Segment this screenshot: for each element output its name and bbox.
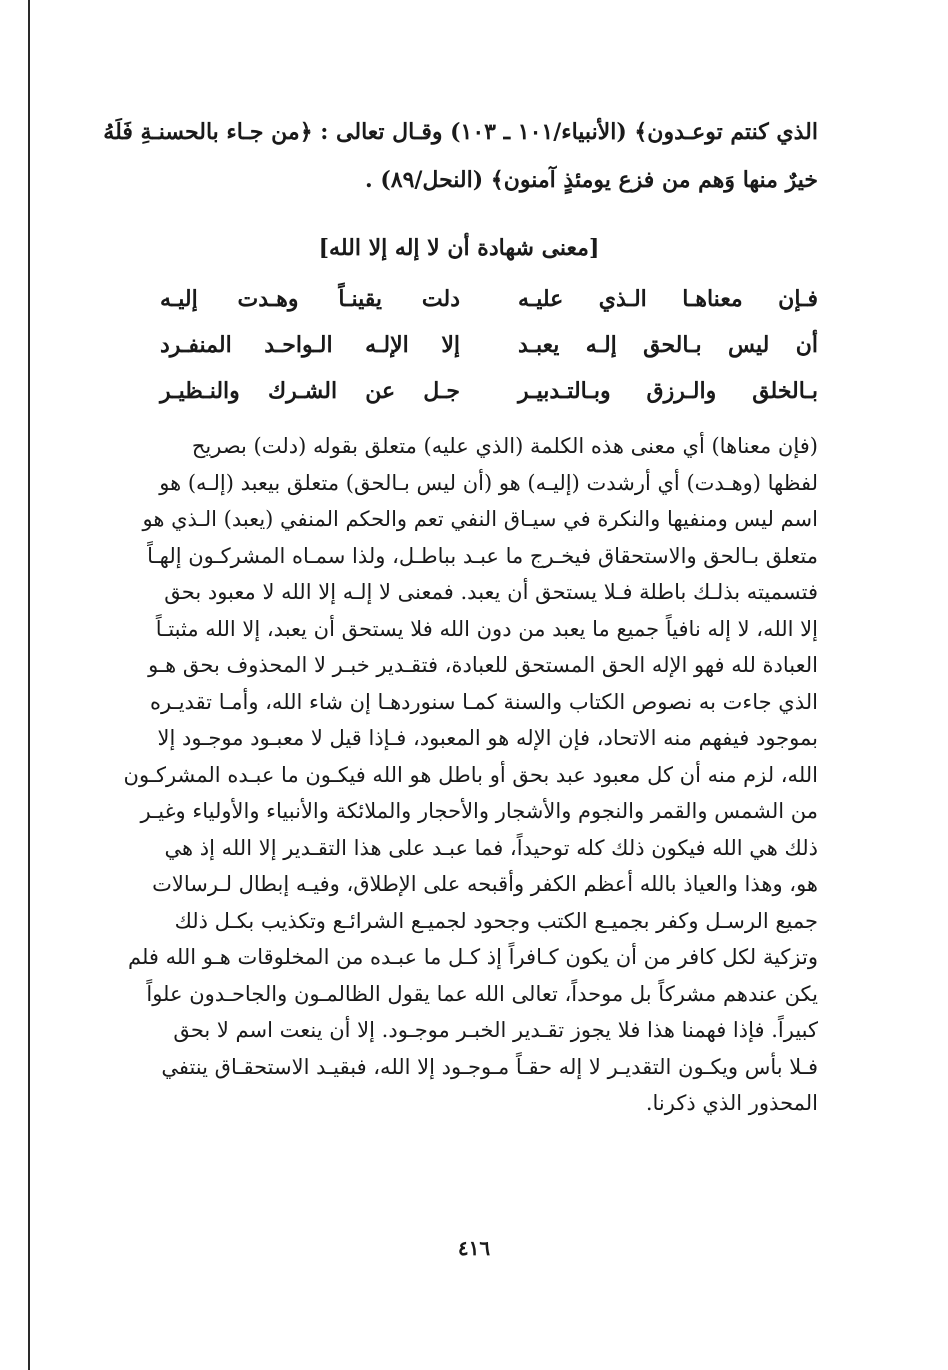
book-page [100,108,818,1122]
verse [100,368,818,414]
verse-first-hemistich: أن ليس بـالحق إلـه يعبـد [518,332,818,358]
commentary-line: العبادة لله فهو الإله الحق المستحق للعبادة، فتقـدير خبـر لا المحذوف بحق هـو [148,653,818,677]
commentary-line: من الشمس والقمر والنجوم والأشجار والأحجار والملائكة والأنبياء والأولياء وغيـر [140,799,818,823]
page-number: ٤١٦ [457,1236,491,1260]
intro-paragraph [100,108,818,204]
commentary-line: فـلا بأس ويكـون التقديـر لا إله حقـاً مـوجـود إلا الله، فبقيـد الاستحقـاق ينتفي [161,1054,818,1079]
verse-first-hemistich: فـإن معناهـا الـذي عليـه [518,286,818,312]
commentary-line: وتزكية لكل كافر من أن يكون كـافراً إذ كـل ما عبـده من المخلوقات هـو الله فلم [127,945,818,969]
commentary-line: إلا الله، لا إله نافياً جميع ما يعبد من دون الله فلا يستحق أن يعبد، إلا الله مثبتـاً [155,616,818,641]
section-heading: [معنى شهادة أن لا إله إلا الله] [318,235,600,261]
intro-line: الذي كنتم توعـدون﴾ (الأنبياء/١٠١ ـ ١٠٣) وقـال تعالى : ﴿من جـاء بالحسنـةِ فَلَهُ [103,119,818,145]
commentary-paragraph [100,428,818,1122]
page-edge-line [28,0,30,1370]
commentary-line: متعلق بـالحق والاستحقاق فيخـرج ما عبـد بباطـل، ولذا سمـاه المشركـون إلهـاً [147,543,818,568]
commentary-line: يكن عندهم مشركاً بل موحداً، تعالى الله عما يقول الظالمـون والجاحـدون علواً [146,981,818,1006]
commentary-line: جميع الرسـل وكفر بجميـع الكتب وجحود لجميـع الشرائـع وتكذيب بكـل ذلك [174,908,818,933]
verse-second-hemistich: جـل عن الشـرك والنـظيـر [160,378,460,404]
verse-second-hemistich: دلت يقينـاً وهـدت إليـه [160,286,460,312]
commentary-line: المحذور الذي ذكرنا. [645,1091,818,1115]
commentary-line: هو، وهذا والعياذ بالله أعظم الكفر وأقبحه على الإطلاق، وفيـه إبطال لـرسالات [152,872,818,896]
verse-second-hemistich: إلا الإلـه الـواحـد المنفـرد [160,332,460,358]
commentary-line: كبيراً. فإذا فهمنا هذا فلا يجوز تقـدير الخبـر موجـود. إلا أن ينعت اسم لا بحق [173,1018,818,1042]
commentary-line: ذلك هي الله فيكون ذلك كله توحيداً، فما عبـد على هذا التقـدير إلا الله إذ هي [164,835,818,860]
commentary-line: الذي جاءت به نصوص الكتاب والسنة كمـا سنوردهـا إن شاء الله، وأمـا تقديـره [149,689,818,714]
verse-first-hemistich: بـالخلق والـرزق وبـالتـدبيـر [518,378,818,404]
intro-line: خيرٌ منها وَهم من فزع يومئذٍ آمنون﴾ (النحل/٨٩) . [365,167,818,193]
commentary-line: (فإن معناها) أي معنى هذه الكلمة (الذي عليه) متعلق بقوله (دلت) بصريح [191,434,818,458]
commentary-line: الله، لزم منه أن كل معبود عبد بحق أو باطل هو الله فيكـون ما عبـده المشركـون [123,762,818,787]
poem-verses [100,276,818,414]
verse [100,276,818,322]
verse [100,322,818,368]
commentary-line: فتسميته بذلـك باطلة فـلا يستحق أن يعبد. فمعنى لا إلـه إلا الله لا معبود بحق [164,580,818,604]
commentary-line: لفظها (وهـدت) أي أرشدت (إليـه) هو (أن ليس بـالحق) متعلق بيعبد (إلـه) هو [159,470,818,495]
commentary-line: اسم ليس ومنفيها والنكرة في سيـاق النفي تعم والحكم المنفي (يعبد) الـذي هو [142,507,818,531]
commentary-line: بموجود فيفهم منه الاتحاد، فإن الإله هو المعبود، فـإذا قيل لا معبـود موجـود إلا [157,726,818,750]
